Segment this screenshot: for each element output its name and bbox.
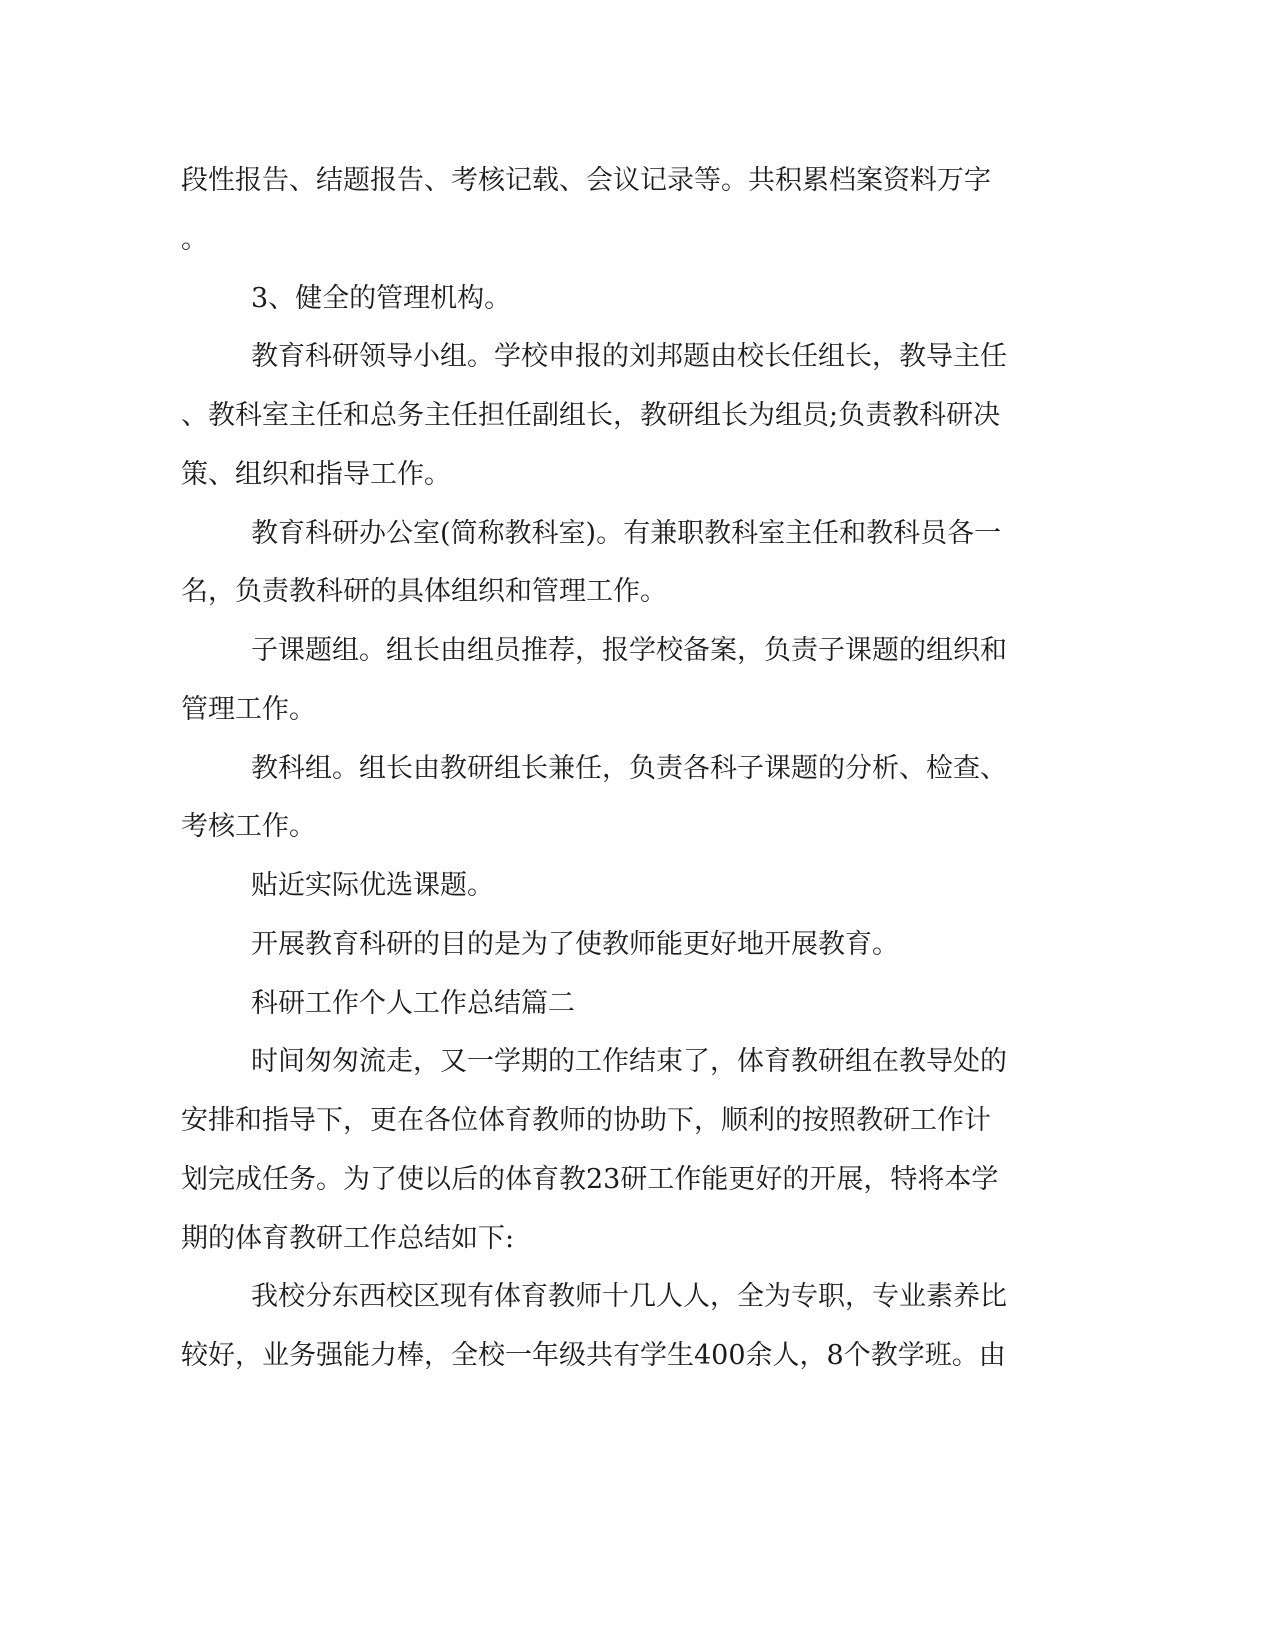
body-text-line: 教育科研领导小组。学校申报的刘邦题由校长任组长，教导主任 <box>251 341 1007 372</box>
body-text-line: 名，负责教科研的具体组织和管理工作。 <box>181 576 667 607</box>
body-text-line: 教育科研办公室(简称教科室)。有兼职教科室主任和教科员各一 <box>251 518 1002 549</box>
body-text-line: 安排和指导下，更在各位体育教师的协助下，顺利的按照教研工作计 <box>181 1105 991 1136</box>
body-text-line: 贴近实际优选课题。 <box>251 870 494 901</box>
body-text-line: 考核工作。 <box>181 811 316 842</box>
body-text-line: 教科组。组长由教研组长兼任，负责各科子课题的分析、检查、 <box>251 753 1007 784</box>
body-text-line: 期的体育教研工作总结如下: <box>181 1223 515 1254</box>
body-text-line: 开展教育科研的目的是为了使教师能更好地开展教育。 <box>251 929 899 960</box>
body-text-line: 划完成任务。为了使以后的体育教23研工作能更好的开展，特将本学 <box>181 1164 999 1195</box>
body-text-line: 较好，业务强能力棒，全校一年级共有学生400余人，8个教学班。由 <box>181 1340 1006 1371</box>
body-text-line: 管理工作。 <box>181 694 316 725</box>
body-text-line: 段性报告、结题报告、考核记载、会议记录等。共积累档案资料万字 <box>181 165 991 196</box>
section-heading: 3、健全的管理机构。 <box>251 283 512 314</box>
body-text-line: 、教科室主任和总务主任担任副组长，教研组长为组员;负责教科研决 <box>181 400 1001 431</box>
body-text-line: 我校分东西校区现有体育教师十几人人，全为专职，专业素养比 <box>251 1281 1007 1312</box>
body-text-line: 子课题组。组长由组员推荐，报学校备案，负责子课题的组织和 <box>251 635 1007 666</box>
article-title: 科研工作个人工作总结篇二 <box>251 988 575 1019</box>
body-text-line: 时间匆匆流走，又一学期的工作结束了，体育教研组在教导处的 <box>251 1046 1007 1077</box>
body-text-line: 策、组织和指导工作。 <box>181 459 451 490</box>
body-text-line: 。 <box>181 224 208 255</box>
